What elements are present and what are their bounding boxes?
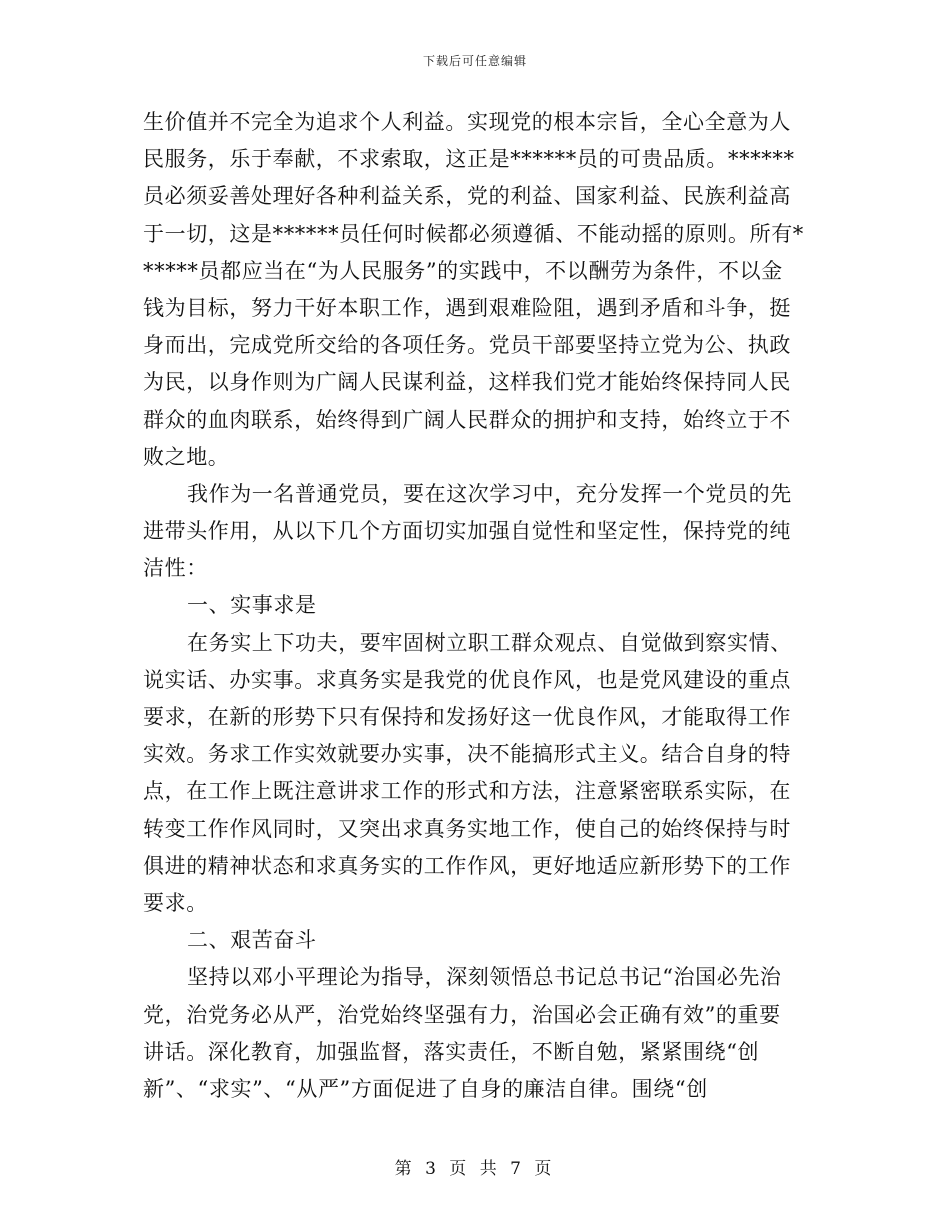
text-line: *****员都应当在“为人民服务”的实践中，不以酬劳为条件，不以金 (143, 258, 783, 283)
text-line: 为民，以身作则为广阔人民谋利益，这样我们党才能始终保持同人民 (143, 370, 791, 395)
text-line: 员必须妥善处理好各种利益关系，党的利益、国家利益、民族利益高 (143, 184, 791, 209)
text-line: 要求，在新的形势下只有保持和发扬好这一优良作风，才能取得工作 (143, 705, 791, 729)
text-line: 实效。务求工作实效就要办实事，决不能搞形式主义。结合自身的特 (143, 742, 791, 767)
text-line: 党，治党务必从严，治党始终坚强有力，治国必会正确有效”的重要 (143, 1002, 781, 1027)
text-line: 败之地。 (143, 444, 230, 469)
text-line: 民服务，乐于奉献，不求索取，这正是******员的可贵品质。****** (143, 147, 795, 172)
text-line: 生价值并不完全为追求个人利益。实现党的根本宗旨，全心全意为人 (143, 110, 791, 134)
text-line: 于一切，这是******员任何时候都必须遵循、不能动摇的原则。所有* (143, 221, 804, 246)
text-line: 讲话。深化教育，加强监督，落实责任，不断自勉，紧紧围绕“创 (143, 1039, 760, 1064)
text-line: 钱为目标，努力干好本职工作，遇到艰难险阻，遇到矛盾和斗争，挺 (143, 295, 791, 320)
paragraph-start-line: 我作为一名普通党员，要在这次学习中，充分发挥一个党员的先 (187, 481, 792, 506)
text-line: 新”、“求实”、“从严”方面促进了自身的廉洁自律。围绕“创 (143, 1076, 708, 1101)
text-line: 转变工作作风同时，又突出求真务实地工作，使自己的始终保持与时 (143, 816, 791, 841)
paragraph-start-line: 坚持以邓小平理论为指导，深刻领悟总书记总书记“治国必先治 (187, 965, 782, 990)
document-body (143, 104, 807, 1108)
text-line: 要求。 (143, 890, 208, 915)
text-line: 俱进的精神状态和求真务实的工作作风，更好地适应新形势下的工作 (143, 853, 791, 878)
text-line: 进带头作用，从以下几个方面切实加强自觉性和坚定性，保持党的纯 (143, 519, 791, 544)
text-line: 群众的血肉联系，始终得到广阔人民群众的拥护和支持，始终立于不 (143, 407, 791, 432)
text-line: 洁性： (143, 556, 208, 581)
text-line: 点，在工作上既注意讲求工作的形式和方法，注意紧密联系实际，在 (143, 779, 791, 804)
paragraph-start-line: 在务实上下功夫，要牢固树立职工群众观点、自觉做到察实情、 (187, 630, 792, 655)
text-line: 说实话、办实事。求真务实是我党的优良作风，也是党风建设的重点 (143, 667, 791, 692)
page-number-footer: 第 3 页 共 7 页 (394, 1159, 556, 1179)
text-line: 身而出，完成党所交给的各项任务。党员干部要坚持立党为公、执政 (143, 333, 791, 358)
section-heading: 一、实事求是 (187, 593, 317, 618)
page-header: 下载后可任意编辑 (422, 54, 527, 68)
section-heading: 二、艰苦奋斗 (187, 928, 317, 953)
